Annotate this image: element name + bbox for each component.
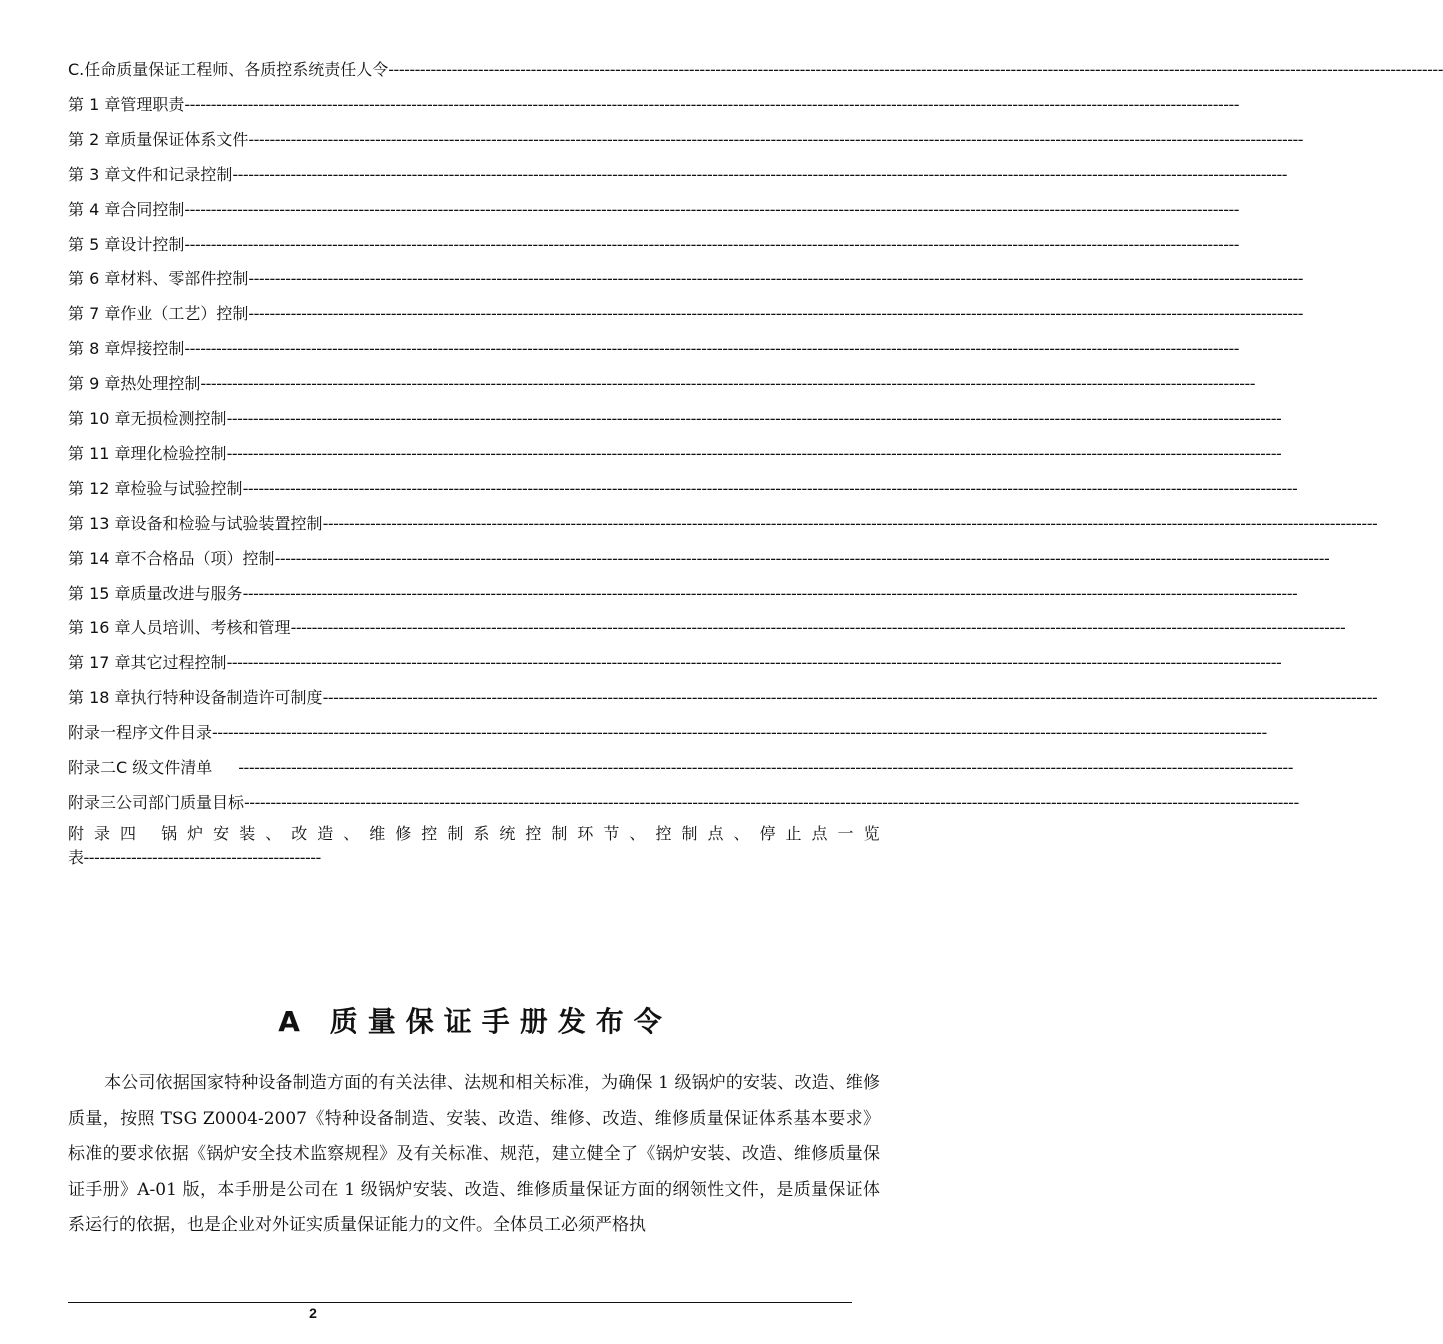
body-text: 本公司依据国家特种设备制造方面的有关法律、法规和相关标准，为确保 1 级锅炉的安装、改造、维修质量，按照 TSG Z0004-2007《特种设备制造、安装、改造、维修、改造、维修质量保证体系基本要求》标准的要求依据《锅炉安全技术监察规程》及有关标准、规范，建立健全了《锅炉安装、改造、维修质量保证手册》A-01 版，本手册是公司在 1 级锅炉安装、改造、维修质量保证方面的纲领性文件，是质量保证体系运行的依据，也是企业对外证实质量保证能力的文件。全体员工必须严格执 xyxy=(68,1073,880,1235)
toc-entry[interactable] xyxy=(68,616,1346,640)
toc-leader-dashes: -------------------------------------------------------------------------------------------------------------------------------------------------------------------------------------------------------- xyxy=(232,164,1288,184)
toc-entry-title: 无损检测控制 xyxy=(130,409,227,428)
toc-char: 炉 xyxy=(187,824,204,843)
toc-char: 节 xyxy=(603,824,620,843)
toc-entry-title: 质量保证体系文件 xyxy=(120,129,249,149)
toc-entry-number: 第 10 章 xyxy=(68,409,131,428)
toc-entry-appendix-4[interactable] xyxy=(68,822,880,870)
toc-char xyxy=(146,822,151,846)
page-number: 2 xyxy=(309,1305,317,1321)
toc-entry[interactable] xyxy=(68,267,1304,291)
toc-entry-title: 设备和检验与试验装置控制 xyxy=(130,513,323,533)
footer-rule xyxy=(68,1302,852,1303)
toc-char: 点 xyxy=(811,824,828,843)
page-title: A 质量保证手册发布令 xyxy=(278,1005,672,1038)
toc-entry-title: 作业（工艺）控制 xyxy=(120,304,249,324)
toc-char: 、 xyxy=(629,824,646,843)
toc-entry[interactable] xyxy=(68,233,1240,257)
toc-entry-title: 人员培训、考核和管理 xyxy=(130,618,291,638)
toc-entry-number: 第 3 章 xyxy=(68,164,121,184)
toc-leader-dashes: -------------------------------------------------------------------------------------------------------------------------------------------------------------------------------------------------------- xyxy=(226,653,1282,673)
toc-entry-number: 第 2 章 xyxy=(68,129,121,149)
toc-leader-dashes: -------------------------------------------------------------------------------------------------------------------------------------------------------------------------------------------------------- xyxy=(242,478,1298,498)
toc-entry-title: 执行特种设备制造许可制度 xyxy=(130,688,323,708)
toc-char: 停 xyxy=(759,824,776,843)
toc-entry-title: 不合格品（项）控制 xyxy=(130,548,275,568)
toc-leader-dashes: -------------------------------------------------------------------------------------------------------------------------------------------------------------------------------------------------------- xyxy=(184,94,1240,114)
toc-leader-dashes: -------------------------------------------------------------------------------------------------------------------------------------------------------------------------------------------------------- xyxy=(248,304,1304,324)
toc-char: 止 xyxy=(785,824,802,843)
toc-entry-number: 附录一 xyxy=(68,723,117,743)
toc-char: 录 xyxy=(94,824,111,843)
toc-entry-number: 第 11 章 xyxy=(68,443,131,463)
toc-entry[interactable] xyxy=(68,302,1304,326)
toc-char: 维 xyxy=(369,824,386,843)
toc-entry-appendix-4-line2: 表--------------------------------------------- xyxy=(68,848,321,867)
toc-entry[interactable] xyxy=(68,163,1288,187)
toc-entry[interactable] xyxy=(68,337,1240,361)
toc-entry-number: 第 15 章 xyxy=(68,583,131,603)
toc-char: 控 xyxy=(525,824,542,843)
toc-entry-title: 理化检验控制 xyxy=(130,443,227,463)
toc-entry-number: 第 18 章 xyxy=(68,688,131,708)
toc-entry-number: 第 6 章 xyxy=(68,269,121,289)
body-paragraph xyxy=(68,1066,880,1244)
toc-entry-number: 第 5 章 xyxy=(68,234,121,254)
toc-entry-number: 第 4 章 xyxy=(68,199,121,219)
toc-entry-title: 管理职责 xyxy=(120,94,185,114)
toc-leader-dashes: -------------------------------------------------------------------------------------------------------------------------------------------------------------------------------------------------------- xyxy=(388,60,1443,79)
toc-char: 点 xyxy=(707,824,724,843)
toc-entry-title: 热处理控制 xyxy=(120,374,201,394)
toc-leader-dashes: -------------------------------------------------------------------------------------------------------------------------------------------------------------------------------------------------------- xyxy=(242,583,1298,603)
toc-entry-title: 合同控制 xyxy=(120,199,185,219)
toc-char: 造 xyxy=(317,824,334,843)
toc-entry-number: 第 13 章 xyxy=(68,513,131,533)
toc-leader-dashes: -------------------------------------------------------------------------------------------------------------------------------------------------------------------------------------------------------- xyxy=(184,199,1240,219)
toc-leader-dashes: -------------------------------------------------------------------------------------------------------------------------------------------------------------------------------------------------------- xyxy=(200,374,1256,394)
toc-entry-number: 第 8 章 xyxy=(68,339,121,359)
toc-entry[interactable] xyxy=(68,651,1282,675)
toc-entry[interactable] xyxy=(68,198,1240,222)
toc-leader-dashes: -------------------------------------------------------------------------------------------------------------------------------------------------------------------------------------------------------- xyxy=(226,443,1282,463)
toc-leader-dashes: -------------------------------------------------------------------------------------------------------------------------------------------------------------------------------------------------------- xyxy=(184,339,1240,359)
toc-entry-title: 焊接控制 xyxy=(120,339,185,359)
toc-entry[interactable] xyxy=(68,372,1256,396)
toc-char: 附 xyxy=(68,824,85,843)
toc-entry[interactable] xyxy=(68,93,1240,117)
toc-entry[interactable] xyxy=(68,442,1282,466)
toc-leader-dashes: -------------------------------------------------------------------------------------------------------------------------------------------------------------------------------------------------------- xyxy=(244,792,1299,812)
toc-leader-dashes: -------------------------------------------------------------------------------------------------------------------------------------------------------------------------------------------------------- xyxy=(184,234,1240,254)
toc-entry-number: 第 7 章 xyxy=(68,304,121,324)
toc-entry-title: 质量改进与服务 xyxy=(130,583,243,603)
toc-entry[interactable] xyxy=(68,686,1378,710)
toc-leader-dashes: -------------------------------------------------------------------------------------------------------------------------------------------------------------------------------------------------------- xyxy=(290,618,1346,638)
toc-char: 装 xyxy=(239,824,256,843)
toc-char: 一 xyxy=(837,824,854,843)
toc-char: 、 xyxy=(265,824,282,843)
toc-entry-title: 检验与试验控制 xyxy=(130,478,243,498)
toc-char: 制 xyxy=(551,824,568,843)
toc-entry[interactable] xyxy=(68,512,1378,536)
toc-entry-number: 第 12 章 xyxy=(68,478,131,498)
toc-entry-number: 第 1 章 xyxy=(68,94,121,114)
toc-char: 控 xyxy=(655,824,672,843)
toc-entry-title: 材料、零部件控制 xyxy=(120,269,249,289)
toc-entry-title: 文件和记录控制 xyxy=(120,164,233,184)
toc-entry[interactable] xyxy=(68,407,1282,431)
toc-char: 制 xyxy=(447,824,464,843)
toc-char: 、 xyxy=(343,824,360,843)
toc-entry-title: 设计控制 xyxy=(120,234,185,254)
toc-leader-dashes: -------------------------------------------------------------------------------------------------------------------------------------------------------------------------------------------------------- xyxy=(274,548,1330,568)
toc-entry-title: 程序文件目录 xyxy=(116,723,213,743)
toc-entry[interactable] xyxy=(68,756,1293,780)
toc-entry-title: 公司部门质量目标 xyxy=(116,792,245,812)
toc-entry-title: 其它过程控制 xyxy=(130,653,227,673)
toc-char: 修 xyxy=(395,824,412,843)
toc-entry[interactable] xyxy=(68,791,1299,815)
toc-entry[interactable] xyxy=(68,128,1304,152)
toc-entry[interactable] xyxy=(68,547,1330,571)
toc-entry-appendix-4-line1 xyxy=(68,822,880,846)
toc-char: 统 xyxy=(499,824,516,843)
toc-entry-number: 第 16 章 xyxy=(68,618,131,638)
toc-char: 控 xyxy=(421,824,438,843)
toc-entry-title: C 级文件清单 xyxy=(116,758,213,777)
toc-entry-title: 任命质量保证工程师、各质控系统责任人令 xyxy=(84,60,389,79)
toc-entry-number: 附录三 xyxy=(68,792,117,812)
toc-leader-dashes: -------------------------------------------------------------------------------------------------------------------------------------------------------------------------------------------------------- xyxy=(238,758,1293,777)
toc-leader-dashes: -------------------------------------------------------------------------------------------------------------------------------------------------------------------------------------------------------- xyxy=(248,129,1304,149)
toc-leader-dashes: -------------------------------------------------------------------------------------------------------------------------------------------------------------------------------------------------------- xyxy=(226,409,1282,428)
toc-char: 系 xyxy=(473,824,490,843)
toc-leader-dashes: -------------------------------------------------------------------------------------------------------------------------------------------------------------------------------------------------------- xyxy=(248,269,1304,289)
toc-char: 、 xyxy=(733,824,750,843)
toc-entry[interactable] xyxy=(68,582,1298,606)
toc-entry[interactable] xyxy=(68,58,1443,82)
toc-leader-dashes: -------------------------------------------------------------------------------------------------------------------------------------------------------------------------------------------------------- xyxy=(322,513,1378,533)
toc-char: 四 xyxy=(120,824,137,843)
toc-char: 安 xyxy=(213,824,230,843)
toc-entry[interactable] xyxy=(68,721,1267,745)
toc-entry-number: C. xyxy=(68,60,85,79)
toc-char: 环 xyxy=(577,824,594,843)
toc-entry-number: 第 9 章 xyxy=(68,374,121,394)
toc-entry[interactable] xyxy=(68,477,1298,501)
toc-entry-number: 第 14 章 xyxy=(68,548,131,568)
toc-char: 制 xyxy=(681,824,698,843)
toc-entry-number: 附录二 xyxy=(68,758,117,777)
toc-leader-dashes: -------------------------------------------------------------------------------------------------------------------------------------------------------------------------------------------------------- xyxy=(322,688,1378,708)
toc-char: 锅 xyxy=(161,824,178,843)
toc-char: 改 xyxy=(291,824,308,843)
toc-char: 览 xyxy=(863,824,880,843)
toc-entry-number: 第 17 章 xyxy=(68,653,131,673)
toc-leader-dashes: -------------------------------------------------------------------------------------------------------------------------------------------------------------------------------------------------------- xyxy=(212,723,1267,743)
